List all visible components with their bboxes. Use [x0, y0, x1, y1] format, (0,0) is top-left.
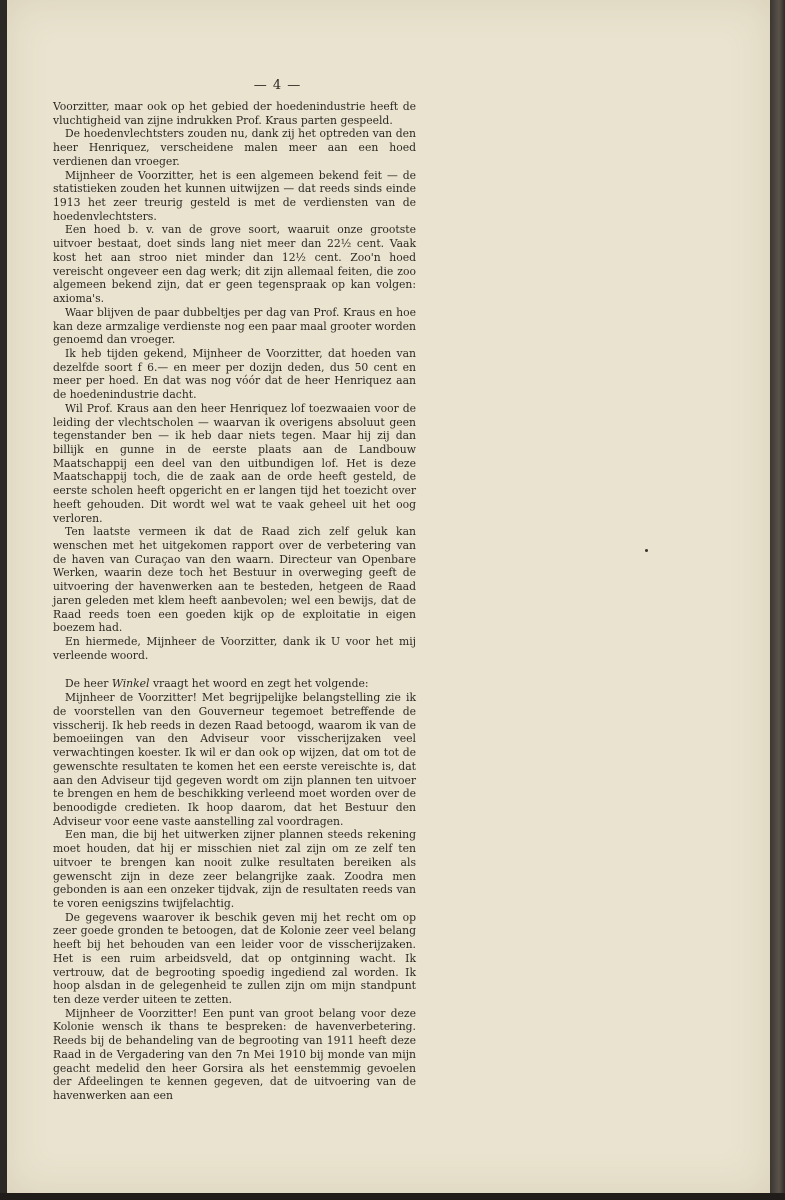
speaker-intro	[53, 677, 416, 691]
speaker-name: Winkel	[111, 677, 150, 691]
speaker-intro-suffix: vraagt het woord en zegt het volgende:	[152, 677, 369, 691]
paragraph: De hoedenvlechtsters zouden nu, dank zij het optreden van den heer Henriquez, verscheidene malen meer aan een hoed verdienen dan vroeger.	[53, 127, 416, 168]
paragraph: Een hoed b. v. van de grove soort, waaruit onze grootste uitvoer bestaat, doet sinds lang niet meer dan 22½ cent. Vaak kost het aan stroo niet minder dan 12½ cent. Zoo'n hoed vereischt ongeveer een dag werk; dit zijn allemaal feiten, die zoo algemeen bekend zijn, dat er geen tegenspraak op kan volgen: axioma's.	[53, 223, 416, 306]
paragraph: De gegevens waarover ik beschik geven mij het recht om op zeer goede gronden te betoogen, dat de Kolonie zeer veel belang heeft bij het behouden van een leider voor de visscherijzaken. Het is een ruim arbeidsveld, dat op ontginning wacht. Ik vertrouw, dat de begrooting spoedig ingediend zal worden. Ik hoop alsdan in de gelegenheid te zullen zijn om mijn standpunt ten deze verder uiteen te zetten.	[53, 910, 416, 1006]
paragraph: Mijnheer de Voorzitter, het is een algemeen bekend feit — de statistieken zouden het kunnen uitwijzen — dat reeds sinds einde 1913 het zeer treurig gesteld is met de verdiensten van de hoedenvlechtsters.	[53, 168, 416, 223]
book-edge	[770, 0, 785, 1193]
paragraph: Wil Prof. Kraus aan den heer Henriquez lof toezwaaien voor de leiding der vlechtscholen — waarvan ik overigens absoluut geen tegenstander ben — ik heb daar niets tegen. Maar hij zij dan billijk en gunne in de eerste plaats aan de Landbouw Maatschappij een deel van den uitbundigen lof. Het is deze Maatschappij toch, die de zaak aan de orde heeft gesteld, de eerste scholen heeft opgericht en er langen tijd het toezicht over heeft gehouden. Dit wordt wel wat te vaak geheel uit het oog verloren.	[53, 401, 416, 525]
bottom-border	[0, 1193, 785, 1200]
page-number: — 4 —	[253, 78, 302, 93]
paragraph: Een man, die bij het uitwerken zijner plannen steeds rekening moet houden, dat hij er misschien niet zal zijn om ze zelf ten uitvoer te brengen kan nooit zulke resultaten bereiken als gewenscht zijn in deze zeer belangrijke zaak. Zoodra men gebonden is aan een onzeker tijdvak, zijn de resultaten reeds van te voren eenigszins twijfelachtig.	[53, 828, 416, 910]
ink-speck	[645, 549, 648, 552]
paragraph: Mijnheer de Voorzitter! Een punt van groot belang voor deze Kolonie wensch ik thans te bespreken: de havenverbetering. Reeds bij de behandeling van de begrooting van 1911 heeft deze Raad in de Vergadering van den 7n Mei 1910 bij monde van mijn geacht medelid den heer Gorsira als het eenstemmig gevoelen der Afdeelingen te kennen gegeven, dat de uitvoering van de havenwerken aan een	[53, 1006, 416, 1103]
paragraph: Voorzitter, maar ook op het gebied der hoedenindustrie heeft de vluchtigheid van zijne indrukken Prof. Kraus parten gespeeld.	[53, 100, 416, 127]
section-gap	[53, 662, 416, 677]
body-text	[53, 100, 416, 1103]
paragraph: Ik heb tijden gekend, Mijnheer de Voorzitter, dat hoeden van dezelfde soort f 6.— en meer per dozijn deden, dus 50 cent en meer per hoed. En dat was nog vóór dat de heer Henriquez aan de hoedenindustrie dacht.	[53, 346, 416, 402]
speaker-intro-prefix: De heer	[65, 677, 109, 691]
paragraph: Ten laatste vermeen ik dat de Raad zich zelf geluk kan wenschen met het uitgekomen rapport over de verbetering van de haven van Curaçao van den waarn. Directeur van Openbare Werken, waarin deze toch het Bestuur in overweging geeft de uitvoering der havenwerken aan te besteden, hetgeen de Raad jaren geleden met klem heeft aanbevolen; wel een bewijs, dat de Raad reeds toen een goeden kijk op de exploitatie in eigen boezem had.	[53, 525, 416, 635]
paragraph: En hiermede, Mijnheer de Voorzitter, dank ik U voor het mij verleende woord.	[53, 635, 416, 662]
paragraph: Mijnheer de Voorzitter! Met begrijpelijke belangstelling zie ik de voorstellen van den Gouverneur tegemoet betreffende de visscherij. Ik heb reeds in dezen Raad betoogd, waarom ik van de bemoeiingen van den Adviseur voor visscherijzaken veel verwachtingen koester. Ik wil er dan ook op wijzen, dat om tot de gewenschte resultaten te komen het een eerste vereischte is, dat aan den Adviseur tijd gegeven wordt om zijn plannen ten uitvoer te brengen en hem de beschikking verleend moet worden over de benoodigde credieten. Ik hoop daarom, dat het Bestuur den Adviseur voor eene vaste aanstelling zal voordragen.	[53, 691, 416, 828]
paragraph: Waar blijven de paar dubbeltjes per dag van Prof. Kraus en hoe kan deze armzalige verdienste nog een paar maal grooter worden genoemd dan vroeger.	[53, 305, 416, 347]
